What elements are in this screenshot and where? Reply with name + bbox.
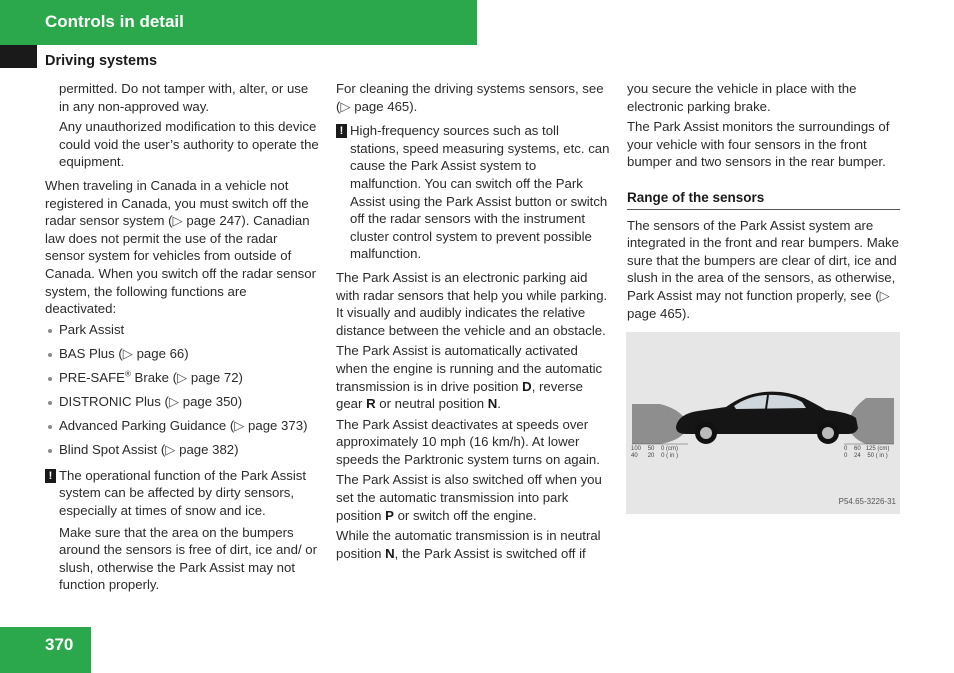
paragraph: Make sure that the area on the bumpers around the sensors is free of dirt, ice and/ or slush, otherwise the Park Assist may not function properly. [59, 524, 318, 593]
page-ref: page 465 [627, 305, 683, 321]
ref-arrow-icon: ▷ [122, 345, 133, 361]
gear-d: D [522, 378, 532, 394]
front-range-labels [631, 446, 678, 460]
column-1 [45, 80, 320, 597]
text: or switch off the engine. [393, 507, 537, 523]
label: 0 [844, 453, 848, 459]
paragraph [45, 177, 320, 318]
section-title: Driving systems [45, 53, 158, 69]
list-item: PRE-SAFE® Brake (▷ page 72) [45, 369, 320, 387]
warning-icon: ! [45, 469, 56, 483]
text: Blind Spot Assist ( [59, 442, 166, 458]
page-ref: page 350 [182, 394, 238, 409]
label: 0 ( in ) [661, 453, 679, 459]
section-marker [0, 45, 37, 68]
warning-note [45, 467, 320, 594]
page-ref: page 247 [186, 213, 242, 229]
label: 0 [844, 446, 848, 452]
text: When traveling in Canada in a vehicle not registered in Canada, you must switch off the radar sensor system ( [45, 177, 309, 229]
page-ref: page 66 [136, 345, 185, 361]
subheading-range-of-sensors: Range of the sensors [627, 189, 900, 210]
page-number-box [0, 627, 91, 673]
list-item: BAS Plus (▷ page 66) [45, 345, 320, 363]
text: , the Park Assist is switched off if [394, 545, 586, 561]
label: 50 [647, 446, 655, 452]
paragraph: High-frequency sources such as toll stations, speed measuring systems, etc. can cause the Park Assist system to malfunction. You can switch off the Park Assist using the Park Assist button or switch off the radar sensors with the instrument cluster control system to prevent possible malfunction. [350, 123, 610, 262]
warning-icon: ! [336, 124, 347, 138]
label: 40 [631, 453, 638, 459]
ref-arrow-icon: ▷ [340, 98, 351, 114]
page-number: 370 [45, 635, 74, 654]
label: 100 [631, 446, 642, 452]
ref-arrow-icon: ▷ [879, 287, 890, 303]
header-bar [0, 0, 477, 45]
ref-arrow-icon: ▷ [234, 418, 245, 434]
rear-rim [822, 427, 834, 439]
paragraph [627, 217, 900, 323]
car-sensor-illustration [626, 332, 900, 514]
sensor-range-figure [626, 332, 900, 514]
paragraph: The Park Assist is an electronic parking aid with radar sensors that help you while parking. It visually and audibly indicates the relative distance between the vehicle and an obstacle. [336, 269, 608, 338]
column-3 [627, 80, 900, 325]
list-item: Advanced Parking Guidance (▷ page 373) [45, 417, 320, 435]
text: DISTRONIC Plus ( [59, 394, 169, 409]
gear-n: N [487, 396, 498, 412]
text: BAS Plus ( [59, 345, 123, 361]
paragraph: The Park Assist monitors the surroundings of your vehicle with four sensors in the front bumper and two sensors in the rear bumper. [627, 119, 890, 170]
text: While the automatic transmission is in neutral position [336, 528, 601, 561]
list-item: DISTRONIC Plus (▷ page 350) [45, 393, 320, 411]
label: 20 [647, 453, 655, 459]
figure-code: P54.65-3226-31 [838, 497, 896, 507]
front-rim [700, 427, 712, 439]
gear-r: R [366, 396, 376, 412]
paragraph: The Park Assist deactivates at speeds over approximately 10 mph (16 km/h). At lower speeds the Parktronic system turns on again. [336, 416, 600, 467]
paragraph: Any unauthorized modification to this device could void the user’s authority to operate the equipment. [59, 119, 319, 170]
ref-arrow-icon: ▷ [172, 213, 183, 229]
label: 125 (cm) [865, 446, 890, 452]
gear-n: N [385, 545, 395, 561]
label: 24 [854, 453, 861, 459]
text: , reverse gear [336, 378, 584, 412]
ref-arrow-icon: ▷ [177, 369, 188, 385]
label: 0 (cm) [661, 446, 679, 452]
list-item: Blind Spot Assist (▷ page 382) [45, 441, 320, 459]
text: Advanced Parking Guidance ( [59, 418, 235, 434]
text: or neutral position [375, 396, 488, 412]
gear-p: P [385, 507, 394, 523]
paragraph: The operational function of the Park Assist system can be affected by dirty sensors, especially at times of snow and ice. [59, 467, 307, 518]
text: ). [409, 98, 418, 114]
deactivated-functions-list [45, 321, 320, 459]
paragraph [336, 471, 610, 524]
chapter-title: Controls in detail [45, 12, 184, 31]
paragraph [336, 342, 610, 412]
text: Park Assist [59, 321, 125, 337]
paragraph: you secure the vehicle in place with the electronic parking brake. [627, 81, 857, 114]
ref-arrow-icon: ▷ [168, 394, 180, 409]
text: ). Canadian law does not permit the use of the radar sensor system for vehicles from outside of Canada. When you switch off the radar sensor system, the following functions are deactivated: [45, 213, 316, 317]
label: 60 [854, 446, 861, 452]
text: PRE-SAFE [59, 369, 125, 385]
paragraph: permitted. Do not tamper with, alter, or use in any non-approved way. [59, 81, 309, 114]
page-ref: page 465 [354, 98, 410, 114]
text: For cleaning the driving systems sensors, see ( [336, 81, 604, 114]
ref-arrow-icon: ▷ [165, 442, 176, 458]
text: ). [682, 305, 691, 321]
text: The Park Assist is also switched off when you set the automatic transmission into park position [336, 472, 602, 523]
page-ref: page 72 [190, 369, 239, 385]
registered-mark: ® [124, 369, 131, 379]
page-ref: page 382 [179, 442, 235, 458]
page-ref: page 373 [248, 418, 304, 434]
warning-note [336, 122, 610, 263]
text: . [497, 396, 501, 412]
text: Brake ( [130, 369, 178, 385]
paragraph [336, 527, 610, 562]
text: The sensors of the Park Assist system are integrated in the front and rear bumpers. Make sure that the bumpers are clear of dirt, ice and slush in the area of the sensors, as otherwise, Park Assist may not function properly, see ( [627, 217, 899, 303]
rear-range-labels [844, 446, 889, 460]
column-2 [336, 80, 610, 565]
paragraph [336, 80, 610, 115]
list-item [45, 321, 320, 339]
text: The Park Assist is automatically activated when the engine is running and the automatic transmission is in drive position [336, 343, 603, 394]
label: 50 ( in ) [867, 453, 888, 459]
